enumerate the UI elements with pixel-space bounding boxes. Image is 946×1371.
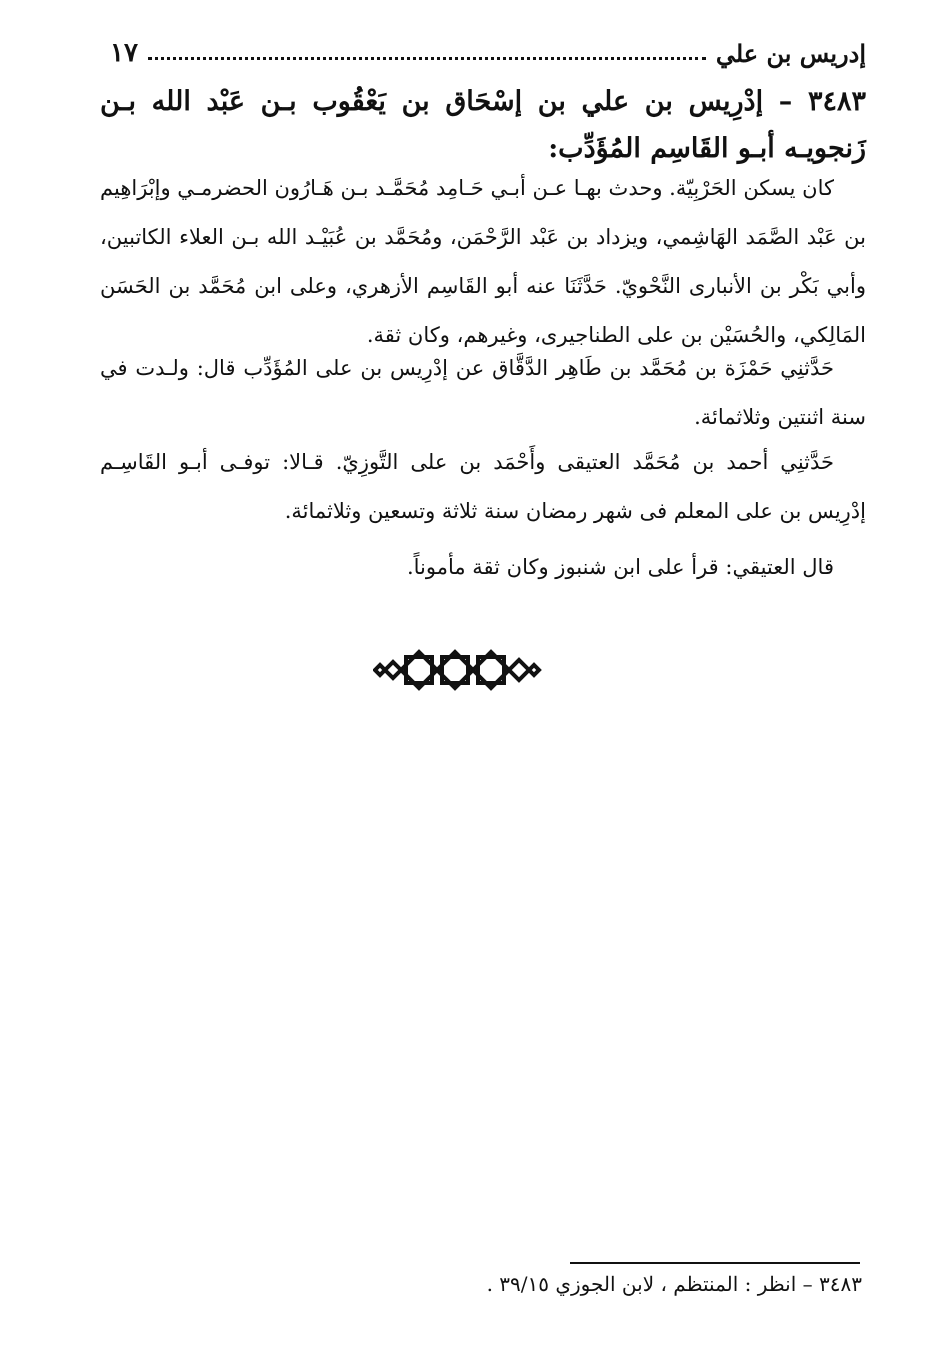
header-title: إدريس بن علي: [715, 39, 866, 68]
interlaced-diamond-ornament-icon: [373, 646, 543, 694]
paragraph-text: حَدَّثنِي حَمْزَة بن مُحَمَّد بن طَاهِر الدَّقَّاق عن إدْرِيس بن على المُؤَدِّب قال: ولـدت في سنة اثنتين وثلاثمائة.: [100, 356, 866, 429]
running-header: [110, 28, 866, 68]
footnote-separator: [570, 1262, 860, 1264]
paragraph-death: [100, 438, 866, 536]
paragraph-note: [100, 543, 866, 592]
header-leader-dots: [148, 55, 706, 60]
paragraph-text: قال العتيقي: قرأ على ابن شنبوز وكان ثقة مأموناً.: [406, 555, 834, 579]
paragraph-biography: [100, 164, 866, 360]
paragraph-birth: [100, 344, 866, 442]
paragraph-text: كان يسكن الحَرْبِيّة. وحدث بهـا عـن أبـي حَـامِد مُحَمَّـد بـن هَـارُون الحضرمـي وإبْرَاهِيم بن عَبْد الصَّمَد الهَاشِمي، ويزداد بن عَبْد الرَّحْمَن، ومُحَمَّد بن عُبَيْـد الله بـن العلاء الكاتبين، وأبي بَكْر بن الأنبارى النَّحْويّ. حَدَّثَنَا عنه أبو القَاسِم الأزهري، وعلى ابن مُحَمَّد بن الحَسَن المَالِكي، والحُسَيْن بن على الطناجيرى، وغيرهم، وكان ثقة.: [100, 176, 866, 347]
footnote: ٣٤٨٣ – انظر : المنتظم ، لابن الجوزي ٣٩/١٥ .: [486, 1272, 862, 1296]
entry-heading: ٣٤٨٣ – إدْرِيس بن علي بن إسْحَاق بن يَعْقُوب بـن عَبْد الله بـن زَنجويـه أبـو القَاسِم المُؤَدِّب:: [100, 86, 866, 164]
paragraph-text: حَدَّثنِي أحمد بن مُحَمَّد العتيقى وأَحْمَد بن على التَّوزِيّ. قـالا: توفـى أبـو القَاسِـم إدْرِيس بن على المعلم فى شهر رمضان سنة ثلاثة وتسعين وثلاثمائة.: [100, 450, 866, 523]
page-number: ١٧: [110, 38, 138, 68]
